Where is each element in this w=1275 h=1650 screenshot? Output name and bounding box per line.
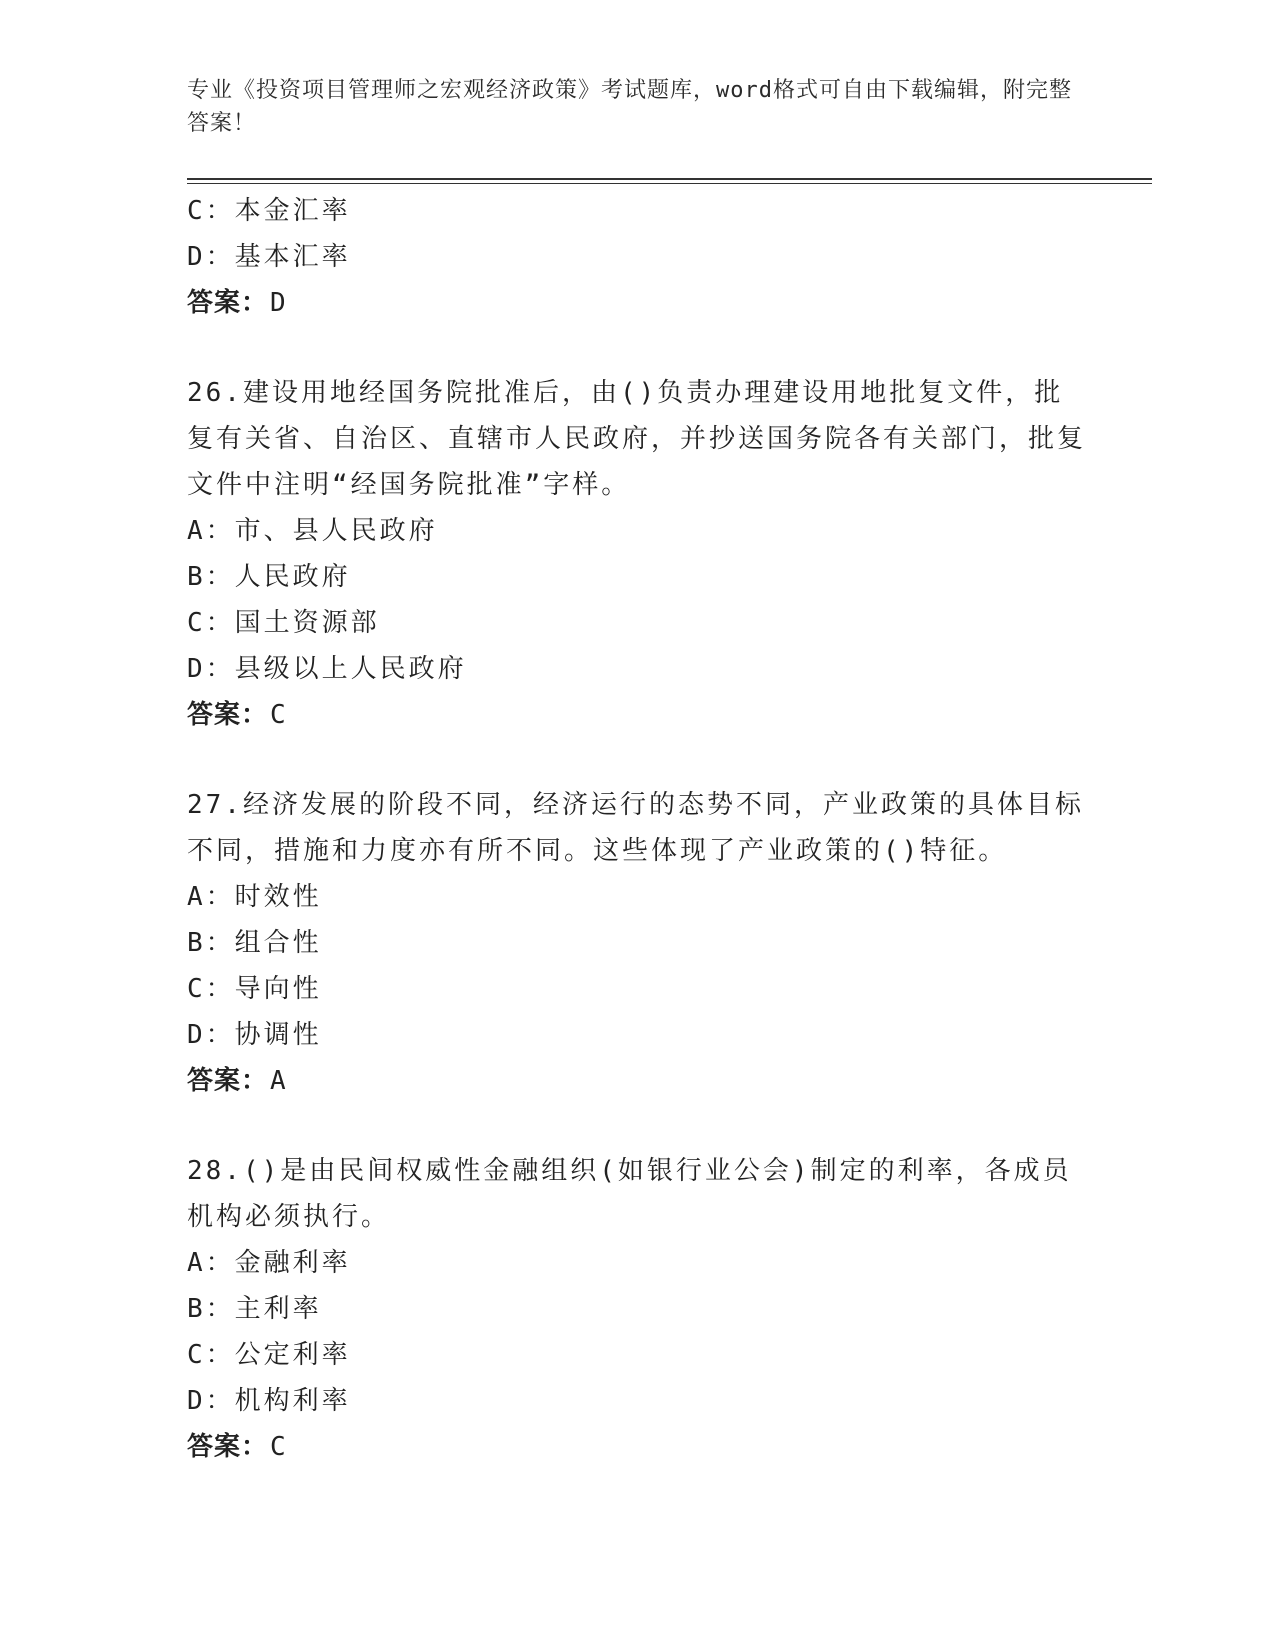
option-a: A：金融利率 — [187, 1248, 351, 1278]
document-header — [187, 74, 1087, 140]
spacer — [187, 738, 1087, 782]
option-d: D：机构利率 — [187, 1386, 351, 1416]
option-c: C：导向性 — [187, 974, 322, 1004]
option-b: B：组合性 — [187, 928, 322, 958]
option-a: A：时效性 — [187, 882, 322, 912]
option-c: C：公定利率 — [187, 1340, 351, 1370]
option-d: D：基本汇率 — [187, 242, 351, 272]
question-block-26 — [187, 370, 1087, 738]
question-block-partial — [187, 188, 1087, 326]
header-intro-text: 专业《投资项目管理师之宏观经济政策》考试题库，word格式可自由下载编辑，附完整答案！ — [187, 78, 1072, 136]
question-block-28 — [187, 1148, 1087, 1470]
option-c: C：本金汇率 — [187, 196, 351, 226]
option-b: B：人民政府 — [187, 562, 351, 592]
answer-value: A — [270, 1066, 287, 1096]
answer-value: C — [270, 700, 287, 730]
spacer — [187, 326, 1087, 370]
option-c: C：国土资源部 — [187, 608, 380, 638]
header-divider-thick — [187, 178, 1152, 180]
answer-value: C — [270, 1432, 287, 1462]
option-d: D：县级以上人民政府 — [187, 654, 467, 684]
answer-label: 答案： — [187, 700, 269, 730]
answer-line — [187, 692, 1087, 738]
answer-line — [187, 1424, 1087, 1470]
question-stem: 27.经济发展的阶段不同，经济运行的态势不同，产业政策的具体目标不同，措施和力度亦有所不同。这些体现了产业政策的()特征。 — [187, 790, 1084, 866]
option-a: A：市、县人民政府 — [187, 516, 438, 546]
header-divider-thin — [187, 183, 1152, 184]
question-stem: 28.()是由民间权威性金融组织(如银行业公会)制定的利率，各成员机构必须执行。 — [187, 1156, 1072, 1232]
answer-label: 答案： — [187, 1432, 269, 1462]
answer-label: 答案： — [187, 288, 269, 318]
answer-value: D — [270, 288, 287, 318]
answer-label: 答案： — [187, 1066, 269, 1096]
option-d: D：协调性 — [187, 1020, 322, 1050]
answer-line — [187, 1058, 1087, 1104]
question-stem: 26.建设用地经国务院批准后，由()负责办理建设用地批复文件，批复有关省、自治区、直辖市人民政府，并抄送国务院各有关部门，批复文件中注明“经国务院批准”字样。 — [187, 378, 1087, 500]
question-list — [187, 188, 1087, 1470]
question-block-27 — [187, 782, 1087, 1104]
option-b: B：主利率 — [187, 1294, 322, 1324]
answer-line — [187, 280, 1087, 326]
spacer — [187, 1104, 1087, 1148]
